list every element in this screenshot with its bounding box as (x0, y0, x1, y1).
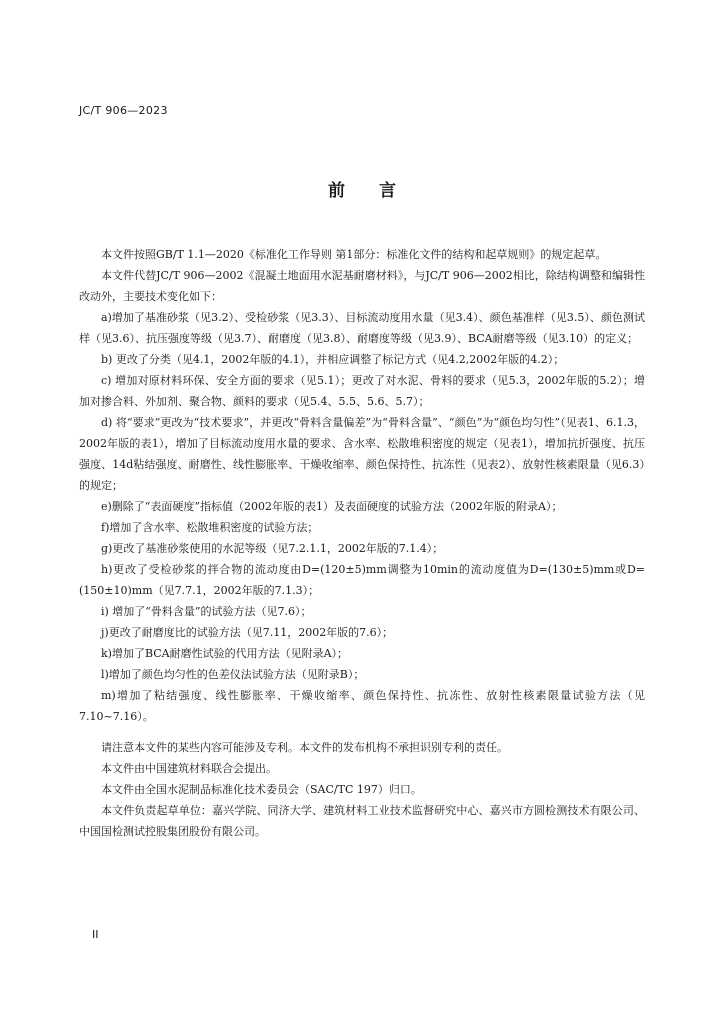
page-title: 前 言 (328, 181, 410, 201)
list-item: f)增加了含水率、松散堆积密度的试验方法； (101, 521, 319, 534)
foreword-body (79, 244, 645, 842)
list-item: i) 增加了“骨料含量”的试验方法（见7.6）； (101, 605, 312, 618)
list-item: k)增加了BCA耐磨性试验的代用方法（见附录A）； (101, 647, 349, 660)
list-item: l)增加了颜色均匀性的色差仪法试验方法（见附录B）； (101, 668, 365, 681)
drafting-units: 本文件负责起草单位：嘉兴学院、同济大学、建筑材料工业技术监督研究中心、嘉兴市方圆检测技术有限公司、中国国检测试控股集团股份有限公司。 (79, 804, 645, 838)
list-item: h)更改了受检砂浆的拌合物的流动度由D=(120±5)mm调整为10min的流动度值为D=(130±5)mm或D=(150±10)mm（见7.7.1，2002年版的7.1.3）； (79, 563, 645, 597)
list-item: j)更改了耐磨度比的试验方法（见7.11，2002年版的7.6）； (101, 626, 394, 639)
list-item: b) 更改了分类（见4.1，2002年版的4.1），并相应调整了标记方式（见4.2,2002年版的4.2）； (101, 353, 565, 366)
committee-statement: 本文件由全国水泥制品标准化技术委员会（SAC/TC 197）归口。 (101, 783, 422, 796)
list-item: c) 增加对原材料环保、安全方面的要求（见5.1）；更改了对水泥、骨料的要求（见5.3，2002年版的5.2）；增加对掺合料、外加剂、聚合物、颜料的要求（见5.4、5.5、5.6、5.7）； (79, 374, 645, 408)
standard-code: JC/T 906—2023 (79, 104, 168, 117)
patent-notice: 请注意本文件的某些内容可能涉及专利。本文件的发布机构不承担识别专利的责任。 (101, 741, 508, 754)
list-item: g)更改了基准砂浆使用的水泥等级（见7.2.1.1，2002年版的7.1.4）； (101, 542, 444, 555)
page-number: II (92, 928, 99, 941)
paragraph: 本文件代替JC/T 906—2002《混凝土地面用水泥基耐磨材料》，与JC/T 906—2002相比，除结构调整和编辑性改动外，主要技术变化如下： (79, 269, 645, 303)
proposer-statement: 本文件由中国建筑材料联合会提出。 (101, 762, 277, 775)
paragraph: 本文件按照GB/T 1.1—2020《标准化工作导则 第1部分：标准化文件的结构和起草规则》的规定起草。 (101, 248, 607, 261)
list-item: e)删除了“表面硬度”指标值（2002年版的表1）及表面硬度的试验方法（2002年版的附录A）； (101, 500, 563, 513)
list-item: a)增加了基准砂浆（见3.2）、受检砂浆（见3.3）、目标流动度用水量（见3.4）、颜色基准样（见3.5）、颜色测试样（见3.6）、抗压强度等级（见3.7）、耐磨度（见3.8）、耐磨度等级（见3.9）、BCA耐磨等级（见3.10）的定义； (79, 311, 645, 345)
list-item: m)增加了粘结强度、线性膨胀率、干燥收缩率、颜色保持性、抗冻性、放射性核素限量试验方法（见7.10~7.16）。 (79, 689, 645, 723)
list-item: d) 将“要求”更改为“技术要求”，并更改“骨料含量偏差”为“骨料含量”、“颜色”为“颜色均匀性”（见表1、6.1.3，2002年版的表1），增加了目标流动度用水量的要求、含水率、松散堆积密度的规定（见表1），增加抗折强度、抗压强度、14d粘结强度、耐磨性、线性膨胀率、干燥收缩率、颜色保持性、抗冻性（见表2）、放射性核素限量（见6.3）的规定； (79, 416, 645, 492)
